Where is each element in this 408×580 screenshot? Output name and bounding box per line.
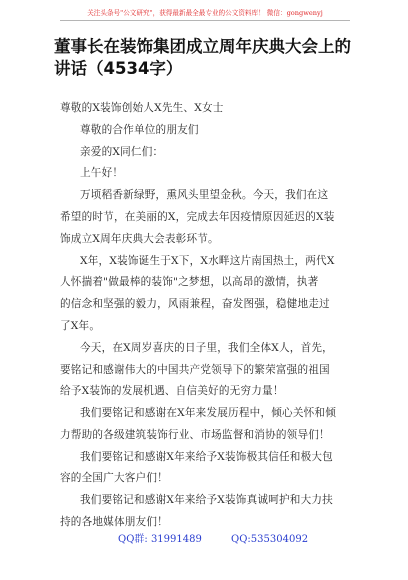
- paragraph-line: 我们要铭记和感谢在X年来发展历程中，倾心关怀和倾: [80, 407, 336, 420]
- paragraph-line: 今天，在X周岁喜庆的日子里，我们全体X人，首先，: [80, 341, 333, 354]
- title-line-2: 讲话（4534字）: [54, 59, 183, 78]
- paragraph-line: X年，X装饰诞生于X下，X水畔这片南国热土，两代X: [80, 254, 335, 267]
- paragraph-line: 要铭记和感谢伟大的中国共产党领导下的繁荣富强的祖国: [60, 363, 330, 376]
- paragraph-line: 希望的时节，在美丽的X，完成去年因疫情原因延迟的X装: [60, 210, 335, 223]
- greeting-line: 上午好！: [80, 167, 124, 180]
- paragraph-line: 给予X装饰的发展机遇、自信美好的无穷力量！: [60, 385, 284, 398]
- footer-contact: [118, 530, 308, 545]
- paragraph-line: 力帮助的各级建筑装饰行业、市场监督和消协的领导们！: [60, 428, 330, 441]
- paragraph-line: 我们要铭记和感谢X年来给予X装饰真诚呵护和大力扶: [80, 494, 333, 507]
- paragraph-line: 万顷稻香新绿野，熏风头里望金秋。今天，我们在这: [80, 189, 329, 202]
- page-title: [54, 36, 374, 80]
- salutation-line: 尊敬的合作单位的朋友们: [80, 123, 199, 136]
- paragraph-line: 的信念和坚强的毅力，风雨兼程，奋发图强，稳健地走过: [60, 298, 330, 311]
- salutation-line: 尊敬的X装饰创始人X先生、X女士: [60, 102, 224, 114]
- footer-qq-group: QQ群: 31991489: [118, 534, 202, 545]
- paragraph-line: 了X年。: [60, 319, 101, 332]
- paragraph-line: 持的各地媒体朋友们！: [60, 516, 168, 528]
- salutation-line: 亲爱的X同仁们：: [80, 145, 164, 158]
- title-line-1: 董事长在装饰集团成立周年庆典大会上的: [54, 37, 351, 56]
- paragraph-line: 我们要铭记和感谢X年来给予X装饰极其信任和极大包: [80, 450, 333, 463]
- header-banner: 关注头条号"公文研究"，获得最新最全最专业的公文资料库！ 微信：gongwenyj: [60, 6, 350, 21]
- paragraph-line: 容的全国广大客户们！: [60, 472, 168, 485]
- paragraph-line: 人怀揣着"做最棒的装饰"之梦想，以高昂的激情，执著: [60, 276, 319, 289]
- paragraph-line: 饰成立X周年庆典大会表彰环节。: [60, 232, 219, 245]
- footer-qq-number: QQ:535304092: [231, 534, 309, 545]
